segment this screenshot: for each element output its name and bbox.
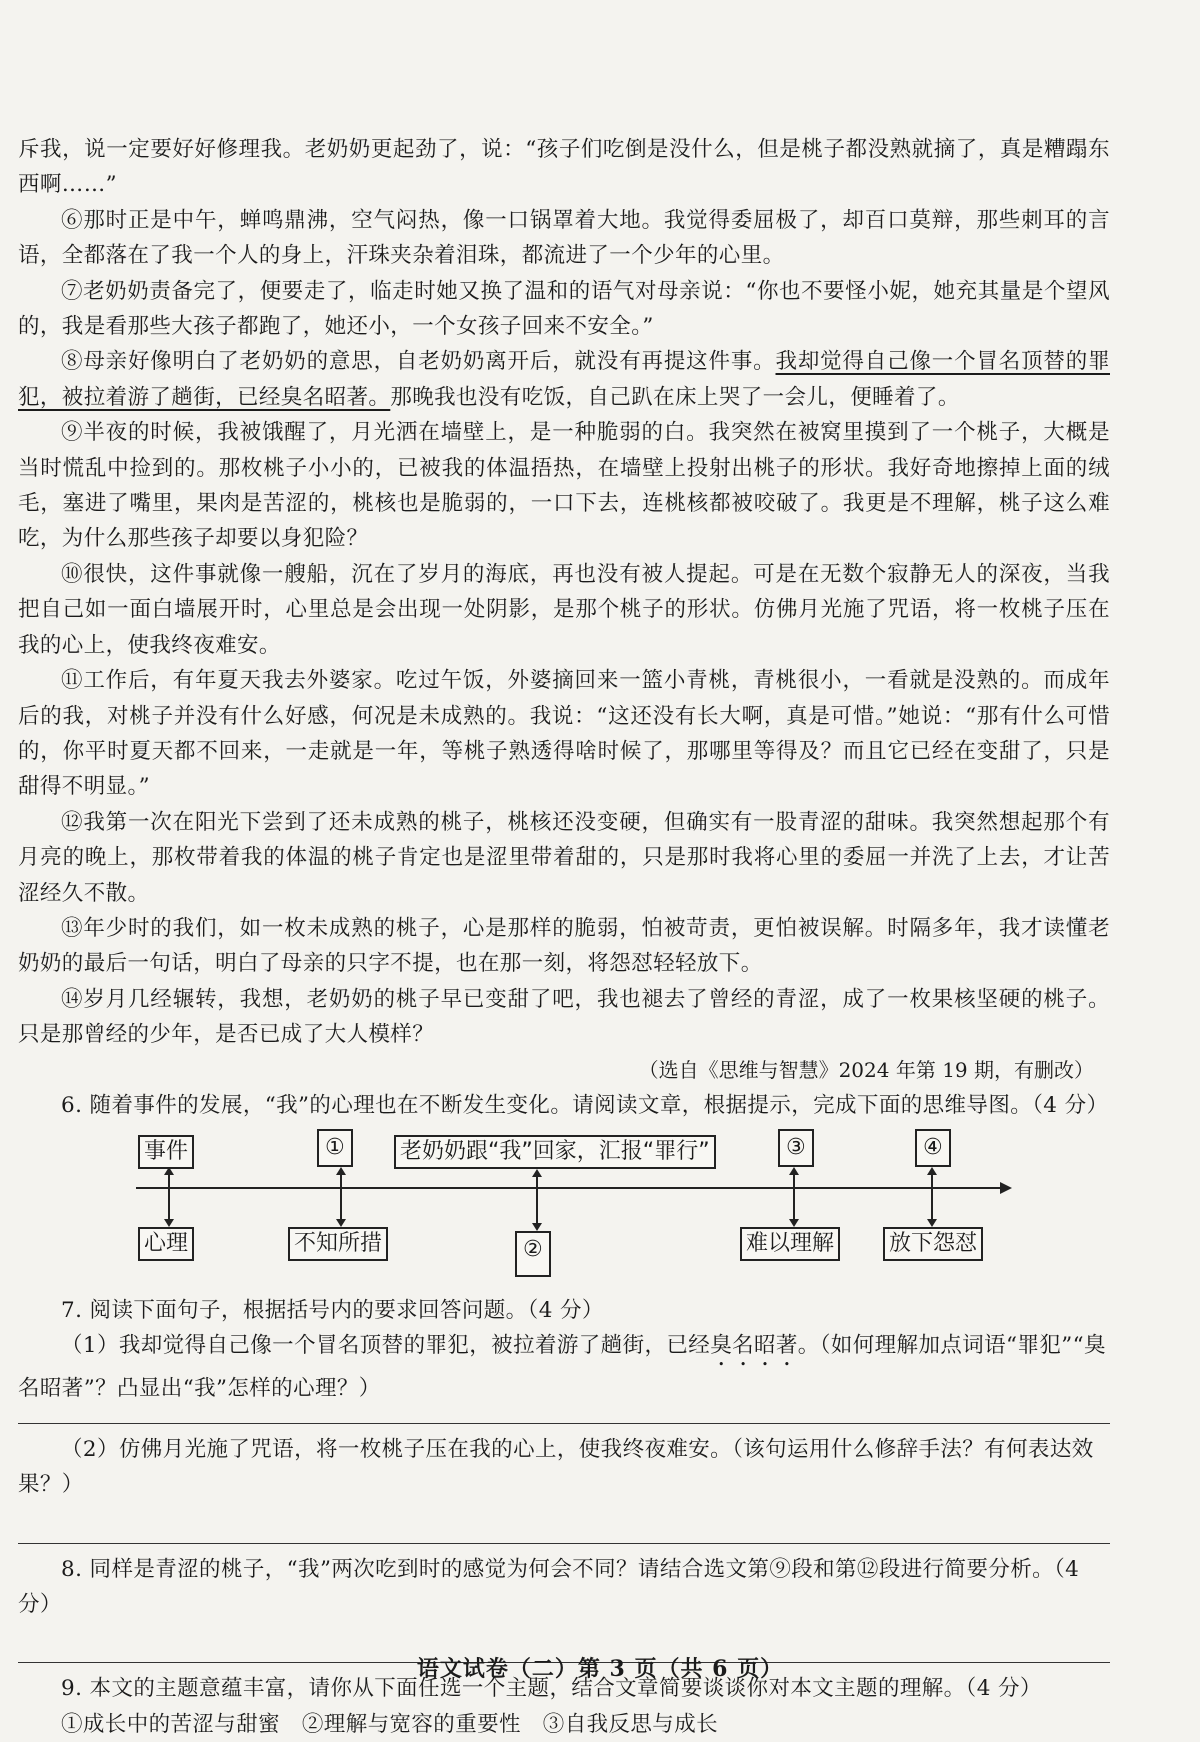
arrow-up-icon <box>789 1167 799 1175</box>
arrow-up-icon <box>164 1167 174 1175</box>
connector-line <box>168 1169 170 1225</box>
connector-line <box>536 1171 538 1229</box>
blank-box-4[interactable]: ④ <box>915 1129 951 1167</box>
arrow-down-icon <box>532 1223 542 1231</box>
question-7-2: （2）仿佛月光施了咒语，将一枚桃子压在我的心上，使我终夜难安。（该句运用什么修辞手法？有何表达效果？） <box>18 1436 1094 1498</box>
arrow-right-icon <box>1000 1182 1012 1194</box>
question-7-1-text-b: 。（如何理解加点词语“罪犯”“臭名昭著”？凸显出“我”怎样的心理？） <box>18 1333 1106 1402</box>
question-7-1-text-a: （1）我却觉得自己像一个冒名顶替的罪犯，被拉着游了趟街，已经 <box>61 1333 711 1359</box>
answer-line[interactable] <box>18 1527 1110 1544</box>
arrow-up-icon <box>336 1167 346 1175</box>
paragraph-14: ⑭岁月几经辗转，我想，老奶奶的桃子早已变甜了吧，我也褪去了曾经的青涩，成了一枚果核坚硬的桃子。只是那曾经的少年，是否已成了大人模样？ <box>18 986 1110 1048</box>
event-label-box: 事件 <box>138 1135 194 1169</box>
answer-space <box>18 1622 1110 1646</box>
source-citation: （选自《思维与智慧》2024 年第 19 期，有删改） <box>638 1057 1094 1082</box>
paragraph-8-part-c: 那晚我也没有吃饭，自己趴在床上哭了一会儿，便睡着了。 <box>390 384 960 410</box>
paragraph-7: ⑦老奶奶责备完了，便要走了，临走时她又换了温和的语气对母亲说：“你也不要怪小妮，她充其量是个望风的，我是看那些大孩子都跑了，她还小，一个女孩子回来不安全。” <box>18 278 1110 340</box>
question-8: 8. 同样是青涩的桃子，“我”两次吃到时的感觉为何会不同？请结合选文第⑨段和第⑫段进行简要分析。（4 分） <box>18 1556 1080 1617</box>
question-7: 7. 阅读下面句子，根据括号内的要求回答问题。（4 分） <box>61 1297 604 1323</box>
mind-map <box>18 1131 1110 1281</box>
timeline-axis <box>136 1187 1004 1189</box>
paragraph-12: ⑫我第一次在阳光下尝到了还未成熟的桃子，桃核还没变硬，但确实有一股青涩的甜味。我突然想起那个有月亮的晚上，那枚带着我的体温的桃子肯定也是涩里带着甜的，只是那时我将心里的委屈一并洗了上去，才让苦涩经久不散。 <box>18 809 1110 906</box>
emphasized-phrase: 臭名昭著 <box>710 1333 798 1359</box>
arrow-up-icon <box>532 1169 542 1177</box>
arrow-down-icon <box>336 1219 346 1227</box>
paragraph-11: ⑪工作后，有年夏天我去外婆家。吃过午饭，外婆摘回来一篮小青桃，青桃很小，一看就是没熟的。而成年后的我，对桃子并没有什么好感，何况是未成熟的。我说：“这还没有长大啊，真是可惜。”她说：“那有什么可惜的，你平时夏天都不回来，一走就是一年，等桃子熟透得啥时候了，那哪里等得及？而且它已经在变甜了，只是甜得不明显。” <box>18 668 1110 800</box>
answer-line[interactable] <box>18 1407 1110 1424</box>
blank-box-1[interactable]: ① <box>317 1129 353 1167</box>
arrow-down-icon <box>927 1219 937 1227</box>
event-box-2: 老奶奶跟“我”回家，汇报“罪行” <box>394 1135 716 1169</box>
paragraph-9: ⑨半夜的时候，我被饿醒了，月光洒在墙壁上，是一种脆弱的白。我突然在被窝里摸到了一个桃子，大概是当时慌乱中捡到的。那枚桃子小小的，已被我的体温捂热，在墙壁上投射出桃子的形状。我好奇地擦掉上面的绒毛，塞进了嘴里，果肉是苦涩的，桃核也是脆弱的，一口下去，连桃核都被咬破了。我更是不理解，桃子这么难吃，为什么那些孩子却要以身犯险？ <box>18 420 1110 552</box>
mind-label-box: 心理 <box>138 1227 194 1261</box>
arrow-down-icon <box>789 1219 799 1227</box>
paragraph-8-part-a: ⑧母亲好像明白了老奶奶的意思，自老奶奶离开后，就没有再提这件事。 <box>61 349 776 375</box>
paragraph-10: ⑩很快，这件事就像一艘船，沉在了岁月的海底，再也没有被人提起。可是在无数个寂静无人的深夜，当我把自己如一面白墙展开时，心里总是会出现一处阴影，是那个桃子的形状。仿佛月光施了咒语，将一枚桃子压在我的心上，使我终夜难安。 <box>18 561 1110 658</box>
connector-line <box>793 1169 795 1225</box>
question-6: 6. 随着事件的发展，“我”的心理也在不断发生变化。请阅读文章，根据提示，完成下面的思维导图。（4 分） <box>61 1092 1109 1118</box>
question-9: 9. 本文的主题意蕴丰富，请你从下面任选一个主题，结合文章简要谈谈你对本文主题的理解。（4 分） <box>61 1676 1042 1702</box>
blank-box-3[interactable]: ③ <box>778 1129 814 1167</box>
connector-line <box>931 1169 933 1225</box>
answer-space <box>18 1503 1110 1527</box>
arrow-down-icon <box>164 1219 174 1227</box>
mind-box-4: 放下怨怼 <box>883 1227 983 1261</box>
mind-box-3: 难以理解 <box>740 1227 840 1261</box>
page-footer: 语文试卷（二）第 3 页（共 6 页） <box>416 1656 784 1682</box>
paragraph-8-underlined-sentence: 我却觉得自己像一个冒名顶替的罪犯，被拉着游了趟街，已经臭名昭著。 <box>18 349 1110 410</box>
paragraph-6: ⑥那时正是中午，蝉鸣鼎沸，空气闷热，像一口锅罩着大地。我觉得委屈极了，却百口莫辩，那些刺耳的言语，全都落在了我一个人的身上，汗珠夹杂着泪珠，都流进了一个少年的心里。 <box>18 207 1110 269</box>
blank-box-2[interactable]: ② <box>515 1231 551 1277</box>
connector-line <box>340 1169 342 1225</box>
mind-box-1: 不知所措 <box>288 1227 388 1261</box>
arrow-up-icon <box>927 1167 937 1175</box>
question-7-1 <box>18 1328 1110 1406</box>
question-9-options: ①成长中的苦涩与甜蜜 ②理解与宽容的重要性 ③自我反思与成长 <box>61 1711 719 1737</box>
paragraph-continued: 斥我，说一定要好好修理我。老奶奶更起劲了，说：“孩子们吃倒是没什么，但是桃子都没熟就摘了，真是糟蹋东西啊……” <box>18 137 1110 198</box>
paragraph-8 <box>18 344 1110 415</box>
paragraph-13: ⑬年少时的我们，如一枚未成熟的桃子，心是那样的脆弱，怕被苛责，更怕被误解。时隔多年，我才读懂老奶奶的最后一句话，明白了母亲的只字不提，也在那一刻，将怨怼轻轻放下。 <box>18 915 1110 977</box>
exam-page <box>18 132 1110 1742</box>
